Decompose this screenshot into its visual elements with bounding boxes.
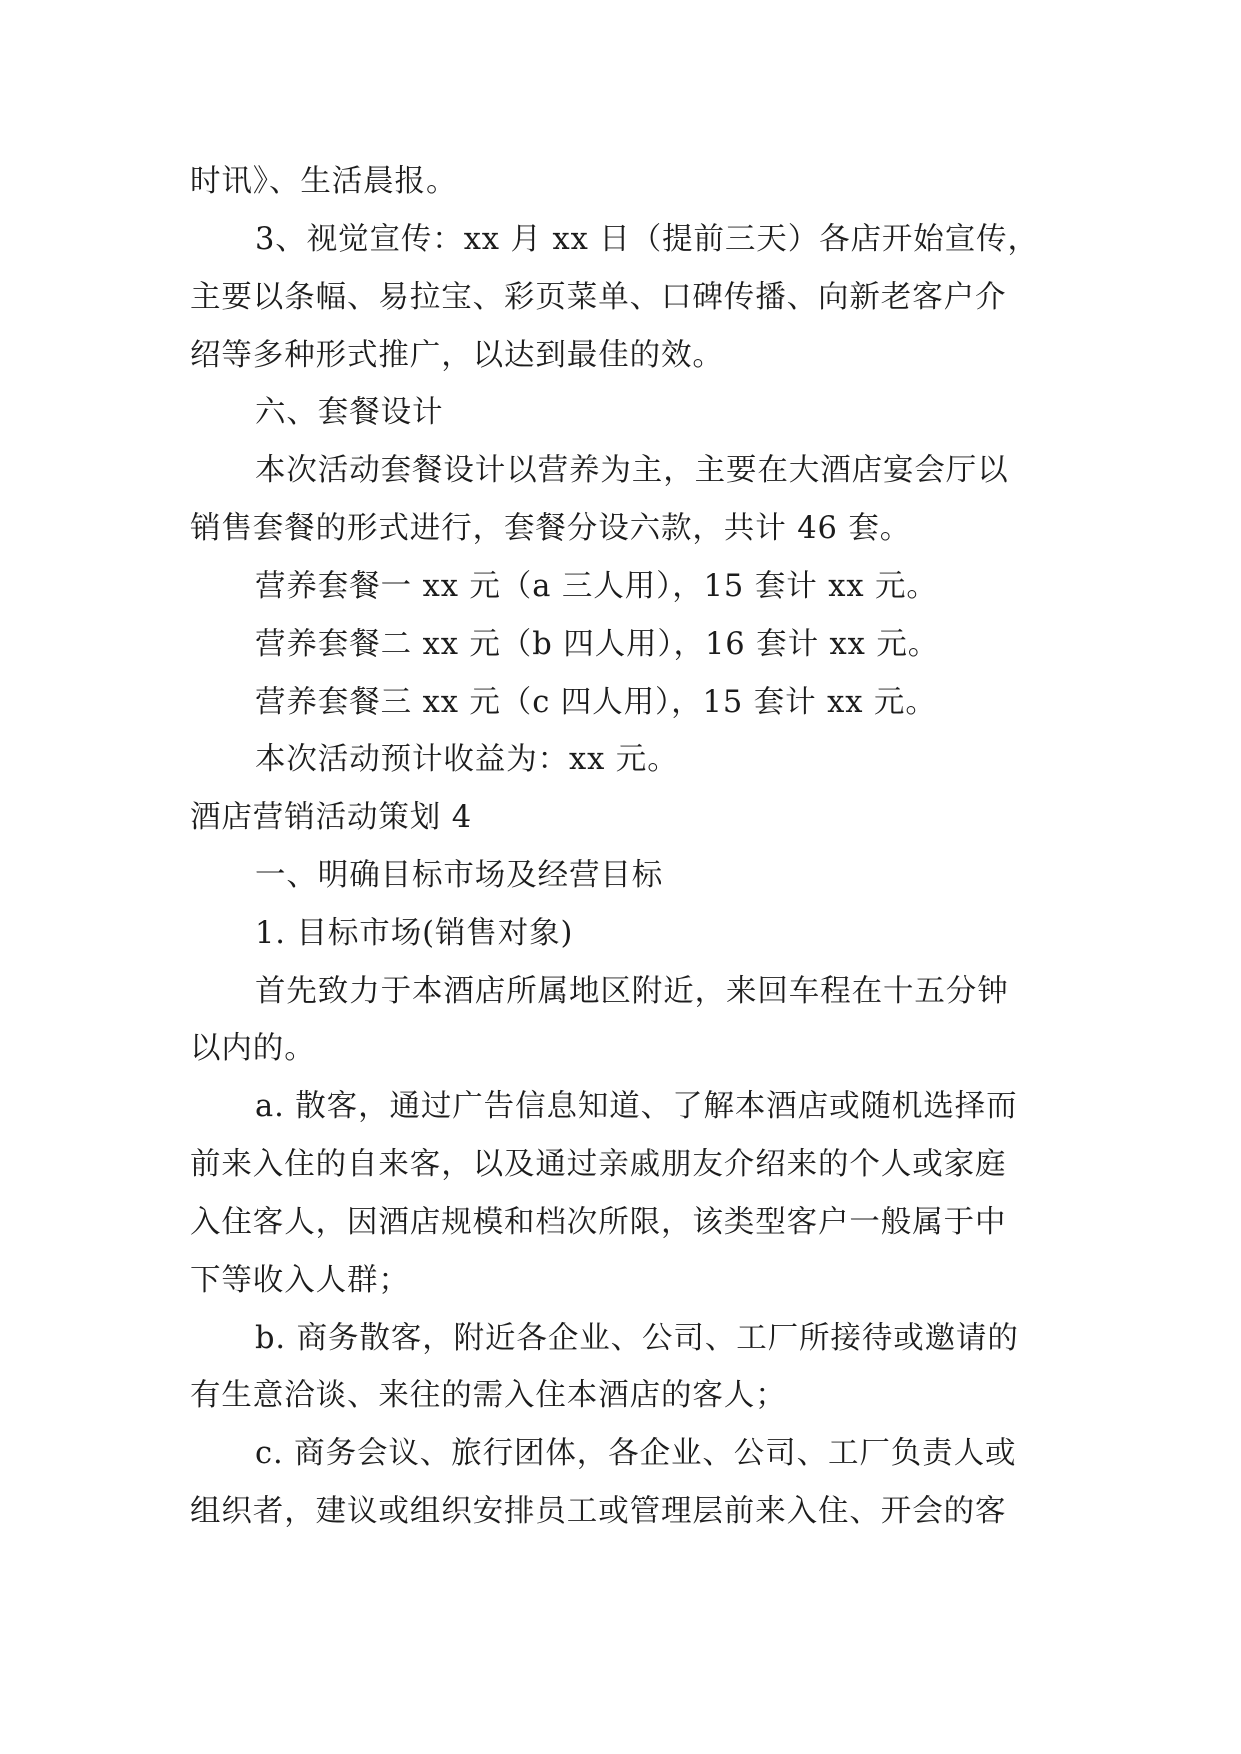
text-line: 前来入住的自来客，以及通过亲戚朋友介绍来的个人或家庭 [190, 1147, 1007, 1182]
text-line: 以内的。 [190, 1031, 316, 1066]
document-title: 酒店营销活动策划 4 [190, 800, 473, 835]
text-line: 首先致力于本酒店所属地区附近，来回车程在十五分钟 [255, 974, 1009, 1009]
text-line: 主要以条幅、易拉宝、彩页菜单、口碑传播、向新老客户介 [190, 280, 1007, 315]
list-item: c. 商务会议、旅行团体，各企业、公司、工厂负责人或 [255, 1436, 1017, 1471]
list-item: b. 商务散客，附近各企业、公司、工厂所接待或邀请的 [255, 1321, 1019, 1356]
list-item: 营养套餐二 xx 元（b 四人用），16 套计 xx 元。 [255, 627, 940, 662]
section-heading: 六、套餐设计 [255, 395, 444, 430]
text-line: 组织者，建议或组织安排员工或管理层前来入住、开会的客 [190, 1494, 1007, 1529]
text-line: 时讯》、生活晨报。 [190, 164, 458, 199]
text-line: 销售套餐的形式进行，套餐分设六款，共计 46 套。 [190, 511, 912, 546]
text-line: 本次活动预计收益为：xx 元。 [255, 742, 679, 777]
text-line: 3、视觉宣传：xx 月 xx 日（提前三天）各店开始宣传， [255, 222, 1039, 257]
subsection-heading: 1. 目标市场(销售对象) [255, 916, 574, 951]
text-line: 绍等多种形式推广，以达到最佳的效。 [190, 338, 724, 373]
text-line: 有生意洽谈、来往的需入住本酒店的客人； [190, 1378, 787, 1413]
list-item: 营养套餐一 xx 元（a 三人用），15 套计 xx 元。 [255, 569, 938, 604]
text-line: 下等收入人群； [190, 1263, 410, 1298]
list-item: a. 散客，通过广告信息知道、了解本酒店或随机选择而 [255, 1089, 1018, 1124]
section-heading: 一、明确目标市场及经营目标 [255, 858, 664, 893]
text-line: 本次活动套餐设计以营养为主，主要在大酒店宴会厅以 [255, 453, 1009, 488]
list-item: 营养套餐三 xx 元（c 四人用），15 套计 xx 元。 [255, 685, 937, 720]
text-line: 入住客人，因酒店规模和档次所限，该类型客户一般属于中 [190, 1205, 1007, 1240]
